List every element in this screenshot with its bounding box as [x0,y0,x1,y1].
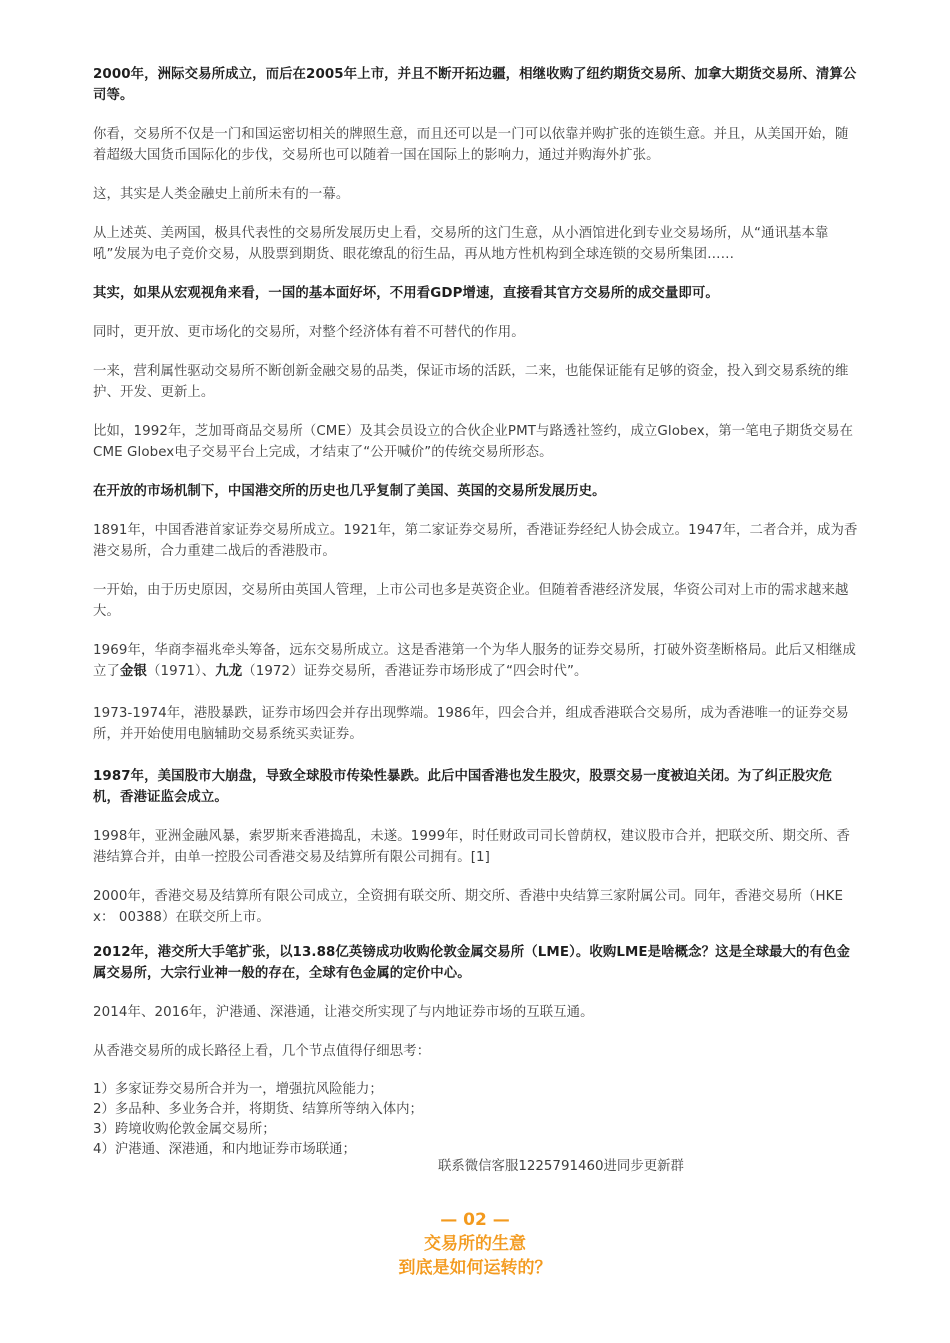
bold-jinyin: 金银 [119,664,147,679]
paragraph-ice: 2000年，洲际交易所成立，而后在2005年上市，并且不断开拓边疆，相继收购了纽约期货交易所、加拿大期货交易所、清算公司等。 [93,67,857,103]
paragraph-macro-view: 其实，如果从宏观视角来看，一国的基本面好坏，不用看GDP增速，直接看其官方交易所的成交量即可。 [93,286,719,301]
paragraph-profit-drive: 一来，营利属性驱动交易所不断创新金融交易的品类，保证市场的活跃，二来，也能保证能有足够的资金，投入到交易系统的维护、开发、更新上。 [93,364,849,400]
list-item: 2）多品种、多业务合并，将期货、结算所等纳入体内； [93,1102,423,1117]
paragraph-british-management: 一开始，由于历史原因，交易所由英国人管理，上市公司也多是英资企业。但随着香港经济发展，华资公司对上市的需求越来越大。 [93,583,849,619]
paragraph-globex: 比如，1992年，芝加哥商品交易所（CME）及其会员设立的合伙企业PMT与路透社签约，成立Globex，第一笔电子期货交易在CME Globex电子交易平台上完成，才结束了“公开喊价”的传统交易所形态。 [93,424,854,460]
paragraph-2012-lme: 2012年，港交所大手笔扩张，以13.88亿英镑成功收购伦敦金属交易所（LME）。收购LME是啥概念？这是全球最大的有色金属交易所，大宗行业神一般的存在，全球有色金属的定价中心。 [93,945,850,981]
paragraph-hkex-history-intro: 在开放的市场机制下，中国港交所的历史也几乎复制了美国、英国的交易所发展历史。 [93,484,606,499]
paragraph-open-market: 同时，更开放、更市场化的交易所，对整个经济体有着不可替代的作用。 [93,325,525,340]
document-body [93,64,858,1160]
key-points-list [93,1080,858,1160]
paragraph-connect: 2014年、2016年，沪港通、深港通，让港交所实现了与内地证券市场的互联互通。 [93,1005,594,1020]
paragraph-1969: 1969年，华商李福兆牵头筹备，远东交易所成立。这是香港第一个为华人服务的证券交易所，打破外资垄断格局。此后又相继成立了金银（1971）、九龙（1972）证券交易所，香港证券市场形成了“四会时代”。 [93,643,856,679]
section-title-line1: 交易所的生意 [424,1234,526,1254]
section-title-line2: 到底是如何运转的？ [398,1258,552,1278]
section-number: — 02 — [440,1210,510,1230]
wechat-contact-note: 联系微信客服1225791460进同步更新群 [438,1159,684,1174]
paragraph-1987: 1987年，美国股市大崩盘，导致全球股市传染性暴跌。此后中国香港也发生股灾，股票交易一度被迫关闭。为了纠正股灾危机，香港证监会成立。 [93,769,833,805]
bold-kowloon: 九龙 [215,664,243,679]
paragraph-chain-business: 你看，交易所不仅是一门和国运密切相关的牌照生意，而且还可以是一门可以依靠并购扩张的连锁生意。并且，从美国开始，随着超级大国货币国际化的步伐，交易所也可以随着一国在国际上的影响力，通过并购海外扩张。 [93,127,849,163]
list-item: 4）沪港通、深港通，和内地证券市场联通； [93,1142,356,1157]
list-item: 1）多家证券交易所合并为一，增强抗风险能力； [93,1082,383,1097]
paragraph-1973: 1973-1974年，港股暴跌，证券市场四会并存出现弊端。1986年，四会合并，组成香港联合交易所，成为香港唯一的证券交易所，并开始使用电脑辅助交易系统买卖证券。 [93,706,849,742]
paragraph-1998: 1998年，亚洲金融风暴，索罗斯来香港捣乱，未遂。1999年，时任财政司司长曾荫权，建议股市合并，把联交所、期交所、香港结算合并，由单一控股公司香港交易及结算所有限公司拥有。[1] [93,829,850,865]
paragraph-growth-path: 从香港交易所的成长路径上看，几个节点值得仔细思考： [93,1044,431,1059]
paragraph-unprecedented: 这，其实是人类金融史上前所未有的一幕。 [93,187,350,202]
list-item: 3）跨境收购伦敦金属交易所； [93,1122,276,1137]
section-heading [0,1208,950,1280]
paragraph-evolution: 从上述英、美两国，极具代表性的交易所发展历史上看，交易所的这门生意，从小酒馆进化到专业交易场所，从“通讯基本靠吼”发展为电子竞价交易，从股票到期货、眼花缭乱的衍生品，再从地方性机构到全球连锁的交易所集团…… [93,226,829,262]
paragraph-1891: 1891年，中国香港首家证券交易所成立。1921年，第二家证券交易所，香港证券经纪人协会成立。1947年，二者合并，成为香港交易所，合力重建二战后的香港股市。 [93,523,858,559]
paragraph-2000-hkex: 2000年，香港交易及结算所有限公司成立，全资拥有联交所、期交所、香港中央结算三家附属公司。同年，香港交易所（HKEx： 00388）在联交所上市。 [93,889,844,925]
